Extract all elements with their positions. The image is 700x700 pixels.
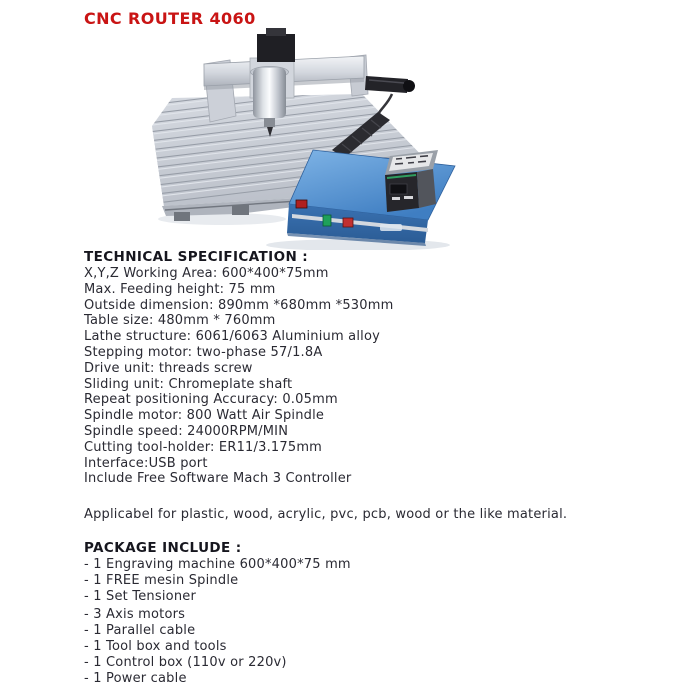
product-photo (140, 26, 475, 250)
spec-line: Outside dimension: 890mm *680mm *530mm (84, 297, 394, 313)
spindle (253, 68, 286, 118)
specs-heading: TECHNICAL SPECIFICATION : (84, 249, 309, 265)
package-item: - 1 Engraving machine 600*400*75 mm (84, 557, 351, 572)
spec-line: X,Y,Z Working Area: 600*400*75mm (84, 266, 329, 281)
green-button (323, 215, 331, 226)
package-item: - 1 Tool box and tools (84, 639, 227, 654)
spec-line: Cutting tool-holder: ER11/3.175mm (84, 439, 323, 455)
spec-line: Drive unit: threads screw (84, 360, 253, 376)
package-item: - 1 Parallel cable (84, 623, 196, 638)
spec-line: Repeat positioning Accuracy: 0.05mm (84, 392, 338, 408)
spindle-collet (264, 118, 275, 127)
package-item: - 3 Axis motors (84, 607, 186, 622)
package-item: - 1 Control box (110v or 220v) (84, 655, 287, 670)
package-heading: PACKAGE INCLUDE : (84, 540, 242, 556)
x-axis-motor (365, 76, 415, 93)
spec-line: Table size: 480mm * 760mm (84, 313, 276, 329)
applicability-note: Applicabel for plastic, wood, acrylic, pvc, pcb, wood or the like material. (84, 507, 568, 522)
power-rocker-switch (296, 200, 307, 208)
cnc-machine-illustration (140, 26, 475, 250)
spec-line: Interface:USB port (84, 455, 208, 471)
spec-line: Include Free Software Mach 3 Controller (84, 471, 352, 487)
spec-line: Max. Feeding height: 75 mm (84, 281, 276, 297)
red-button (343, 218, 353, 227)
z-axis-motor (257, 34, 295, 62)
spec-line: Spindle motor: 800 Watt Air Spindle (84, 408, 325, 424)
spec-line: Sliding unit: Chromeplate shaft (84, 376, 293, 392)
spec-line: Lathe structure: 6061/6063 Aluminium alloy (84, 329, 381, 345)
package-include-section (84, 540, 644, 687)
spec-line: Stepping motor: two-phase 57/1.8A (84, 344, 323, 360)
package-item: - 1 FREE mesin Spindle (84, 573, 239, 588)
package-item: - 1 Set Tensioner (84, 589, 196, 604)
package-item: - 1 Power cable (84, 671, 187, 686)
controller-display (390, 184, 407, 194)
spec-line: Spindle speed: 24000RPM/MIN (84, 423, 289, 439)
technical-specification-section (84, 249, 644, 487)
controller-side (417, 169, 436, 208)
brand-logo (380, 224, 402, 231)
page-title: CNC ROUTER 4060 (84, 9, 256, 28)
vfd-controller (385, 150, 438, 212)
